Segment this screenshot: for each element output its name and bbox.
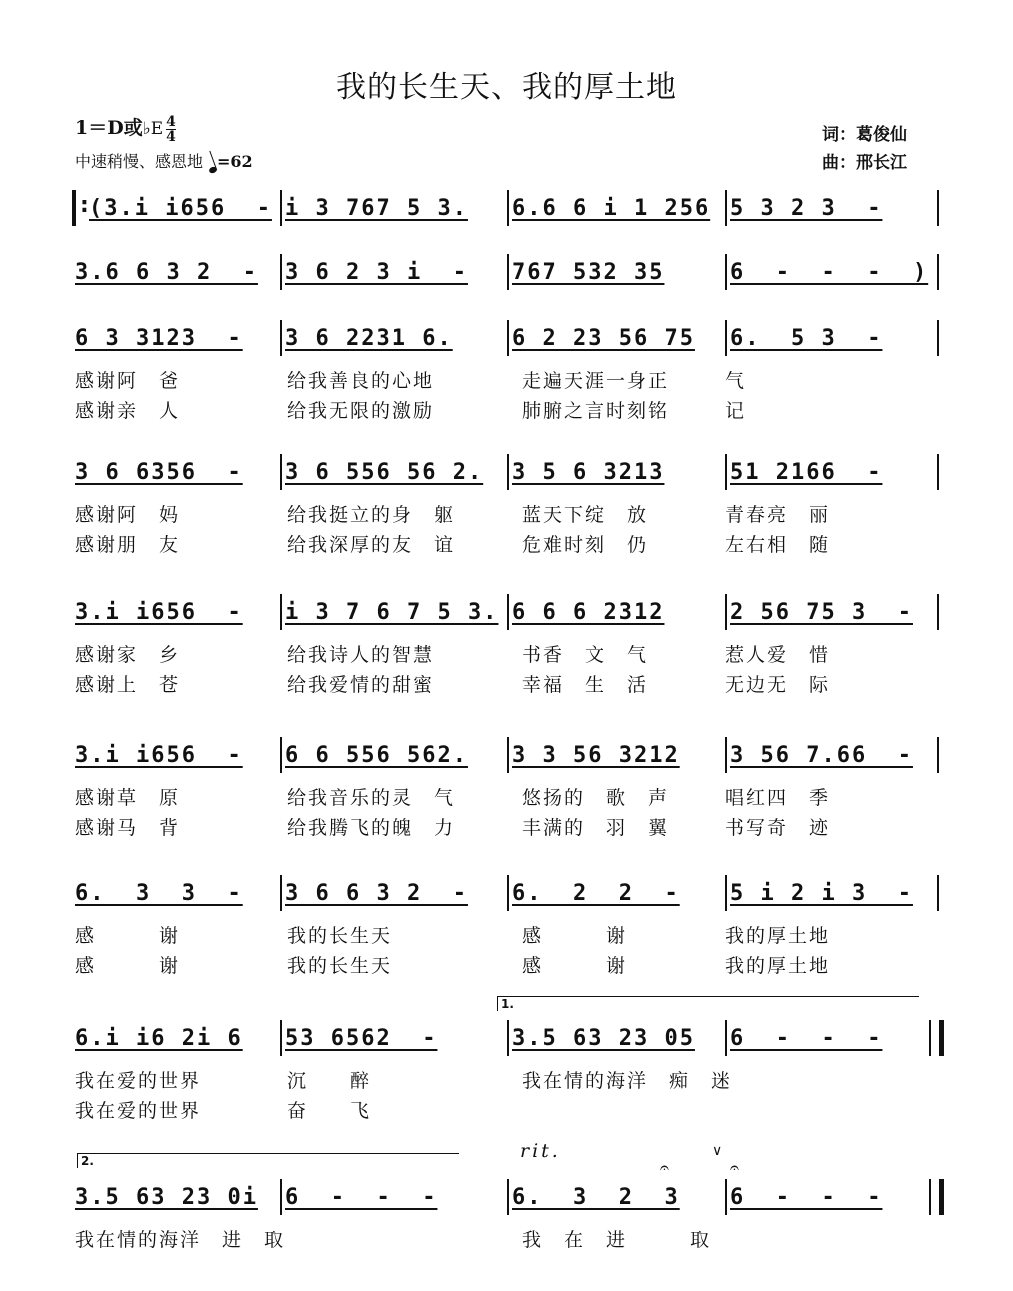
lyric-segment: 奋 飞 [287, 1100, 372, 1122]
staff-row [75, 188, 940, 248]
barline [725, 190, 727, 226]
measure: 6. 5 3 - [730, 326, 883, 351]
tempo-marking [75, 149, 253, 172]
time-bottom: 4 [166, 129, 176, 145]
measure: i 3 767 5 3. [285, 196, 468, 221]
lyric-segment: 沉 醉 [287, 1070, 372, 1092]
lyric-segment: 感 谢 [75, 925, 181, 947]
measure: 3 6 2 3 i - [285, 260, 468, 285]
barline [280, 875, 282, 911]
measure: 6 - - - [730, 1026, 883, 1051]
lyric-segment: 给我腾飞的魄 力 [287, 817, 456, 839]
breath-mark-icon: ∨ [712, 1143, 723, 1159]
barline [937, 737, 939, 773]
barline [507, 254, 509, 290]
ritardando-marking: rit. [520, 1140, 561, 1162]
measure: 3 5 6 3213 [512, 460, 665, 485]
lyric-segment: 给我诗人的智慧 [287, 644, 435, 666]
barline [937, 454, 939, 490]
measure: 6 2 23 56 75 [512, 326, 695, 351]
lyric-segment: 我在情的海洋 痴 迷 [522, 1070, 733, 1092]
measure: 767 532 35 [512, 260, 665, 285]
barline [937, 254, 939, 290]
key-label: 1＝D或 [75, 117, 143, 139]
barline [507, 190, 509, 226]
lyric-segment: 感谢家 乡 [75, 644, 181, 666]
barline [725, 737, 727, 773]
lyric-segment: 幸福 生 活 [522, 674, 649, 696]
lyric-segment: 记 [725, 400, 747, 422]
measure: 51 2166 - [730, 460, 883, 485]
lyric-segment: 感 谢 [522, 925, 628, 947]
lyric-segment: 感谢上 苍 [75, 674, 181, 696]
measure: 3 6 556 56 2. [285, 460, 484, 485]
measure: 6 3 3123 - [75, 326, 243, 351]
lyric-segment: 我在爱的世界 [75, 1070, 202, 1092]
tempo-value: =62 [217, 152, 253, 171]
measure: 6 6 556 562. [285, 743, 468, 768]
measure: 6.6 6 i 1 256 [512, 196, 711, 221]
barline [725, 594, 727, 630]
lyric-segment: 给我深厚的友 谊 [287, 534, 456, 556]
volta-first-ending: 1. [497, 996, 919, 1011]
barline [507, 1179, 509, 1215]
fermata-icon: 𝄐 [660, 1158, 669, 1177]
measure: 3.5 63 23 0i [75, 1185, 258, 1210]
measure: 2 56 75 3 - [730, 600, 913, 625]
time-top: 4 [166, 114, 176, 130]
measure: 3.5 63 23 05 [512, 1026, 695, 1051]
barline [725, 454, 727, 490]
barline [937, 190, 939, 226]
lyric-segment: 肺腑之言时刻铭 [522, 400, 670, 422]
lyric-segment: 气 [725, 370, 747, 392]
quarter-note-icon [208, 166, 218, 174]
lyric-segment: 悠扬的 歌 声 [522, 787, 670, 809]
barline [280, 320, 282, 356]
measure: 3.6 6 3 2 - [75, 260, 258, 285]
measure: 6 - - - [730, 1185, 883, 1210]
measure: 5 3 2 3 - [730, 196, 883, 221]
measure: 3 6 6356 - [75, 460, 243, 485]
repeat-start-icon [72, 190, 86, 226]
staff-row [75, 252, 940, 312]
lyric-segment: 感 谢 [75, 955, 181, 977]
measure: 6 - - - ) [730, 260, 929, 285]
lyric-segment: 感谢马 背 [75, 817, 181, 839]
lyric-segment: 感谢阿 爸 [75, 370, 181, 392]
barline [725, 254, 727, 290]
measure: 3 6 6 3 2 - [285, 881, 468, 906]
lyric-segment: 给我挺立的身 躯 [287, 504, 456, 526]
lyric-segment: 我在情的海洋 进 取 [75, 1229, 286, 1251]
measure: 6. 3 3 - [75, 881, 243, 906]
staff-row [75, 1018, 940, 1078]
measure: 5 i 2 i 3 - [730, 881, 913, 906]
measure: 3 6 2231 6. [285, 326, 453, 351]
key-flat: ♭E [142, 119, 164, 139]
song-title: 我的长生天、我的厚土地 [336, 70, 677, 105]
barline [280, 594, 282, 630]
barline [280, 454, 282, 490]
lyric-segment: 感谢朋 友 [75, 534, 181, 556]
lyric-segment: 感谢草 原 [75, 787, 181, 809]
barline [937, 594, 939, 630]
measure: 6. 2 2 - [512, 881, 680, 906]
tempo-text: 中速稍慢、感恩地 [75, 152, 204, 171]
lyric-segment: 左右相 随 [725, 534, 831, 556]
barline [280, 1179, 282, 1215]
measure: 6 6 6 2312 [512, 600, 665, 625]
barline [725, 1179, 727, 1215]
barline [507, 1020, 509, 1056]
barline [937, 320, 939, 356]
lyric-segment: 感谢阿 妈 [75, 504, 181, 526]
lyric-segment: 给我音乐的灵 气 [287, 787, 456, 809]
lyric-segment: 我的厚土地 [725, 955, 831, 977]
lyric-segment: 书香 文 气 [522, 644, 649, 666]
barline [507, 737, 509, 773]
lyric-segment: 我 在 进 取 [522, 1229, 712, 1251]
lyric-segment: 蓝天下绽 放 [522, 504, 649, 526]
fermata-icon: 𝄐 [730, 1158, 739, 1177]
lyric-segment: 危难时刻 仍 [522, 534, 649, 556]
lyric-segment: 我的长生天 [287, 955, 393, 977]
measure: (3.i i656 - [89, 196, 272, 221]
lyricist: 词：葛俊仙 [822, 125, 907, 145]
key-signature [75, 113, 176, 144]
barline [507, 594, 509, 630]
lyric-segment: 惹人爱 惜 [725, 644, 831, 666]
lyric-segment: 给我爱情的甜蜜 [287, 674, 435, 696]
barline [280, 254, 282, 290]
volta-second-ending: 2. [77, 1153, 459, 1168]
lyric-segment: 走遍天涯一身正 [522, 370, 670, 392]
barline [280, 1020, 282, 1056]
barline [280, 737, 282, 773]
barline [280, 190, 282, 226]
measure: 6.i i6 2i 6 [75, 1026, 243, 1051]
measure: i 3 7 6 7 5 3. [285, 600, 499, 625]
barline [937, 875, 939, 911]
lyric-segment: 感 谢 [522, 955, 628, 977]
composer: 曲：邢长江 [822, 153, 907, 173]
final-barline [929, 1179, 944, 1215]
final-barline [929, 1020, 944, 1056]
lyric-segment: 唱红四 季 [725, 787, 831, 809]
measure: 3.i i656 - [75, 743, 243, 768]
barline [725, 875, 727, 911]
lyric-segment: 青春亮 丽 [725, 504, 831, 526]
measure: 6. 3 2 3 [512, 1185, 680, 1210]
lyric-segment: 给我无限的激励 [287, 400, 435, 422]
lyric-segment: 我的厚土地 [725, 925, 831, 947]
lyric-segment: 我的长生天 [287, 925, 393, 947]
measure: 3 56 7.66 - [730, 743, 913, 768]
lyric-segment: 书写奇 迹 [725, 817, 831, 839]
lyric-segment: 感谢亲 人 [75, 400, 181, 422]
barline [725, 1020, 727, 1056]
measure: 3 3 56 3212 [512, 743, 680, 768]
staff-row [75, 318, 940, 378]
lyric-segment: 给我善良的心地 [287, 370, 435, 392]
lyric-segment: 无边无 际 [725, 674, 831, 696]
barline [507, 320, 509, 356]
measure: 3.i i656 - [75, 600, 243, 625]
lyric-segment: 丰满的 羽 翼 [522, 817, 670, 839]
time-signature [166, 115, 176, 144]
measure: 53 6562 - [285, 1026, 438, 1051]
barline [507, 875, 509, 911]
lyric-segment: 我在爱的世界 [75, 1100, 202, 1122]
measure: 6 - - - [285, 1185, 438, 1210]
barline [725, 320, 727, 356]
barline [507, 454, 509, 490]
